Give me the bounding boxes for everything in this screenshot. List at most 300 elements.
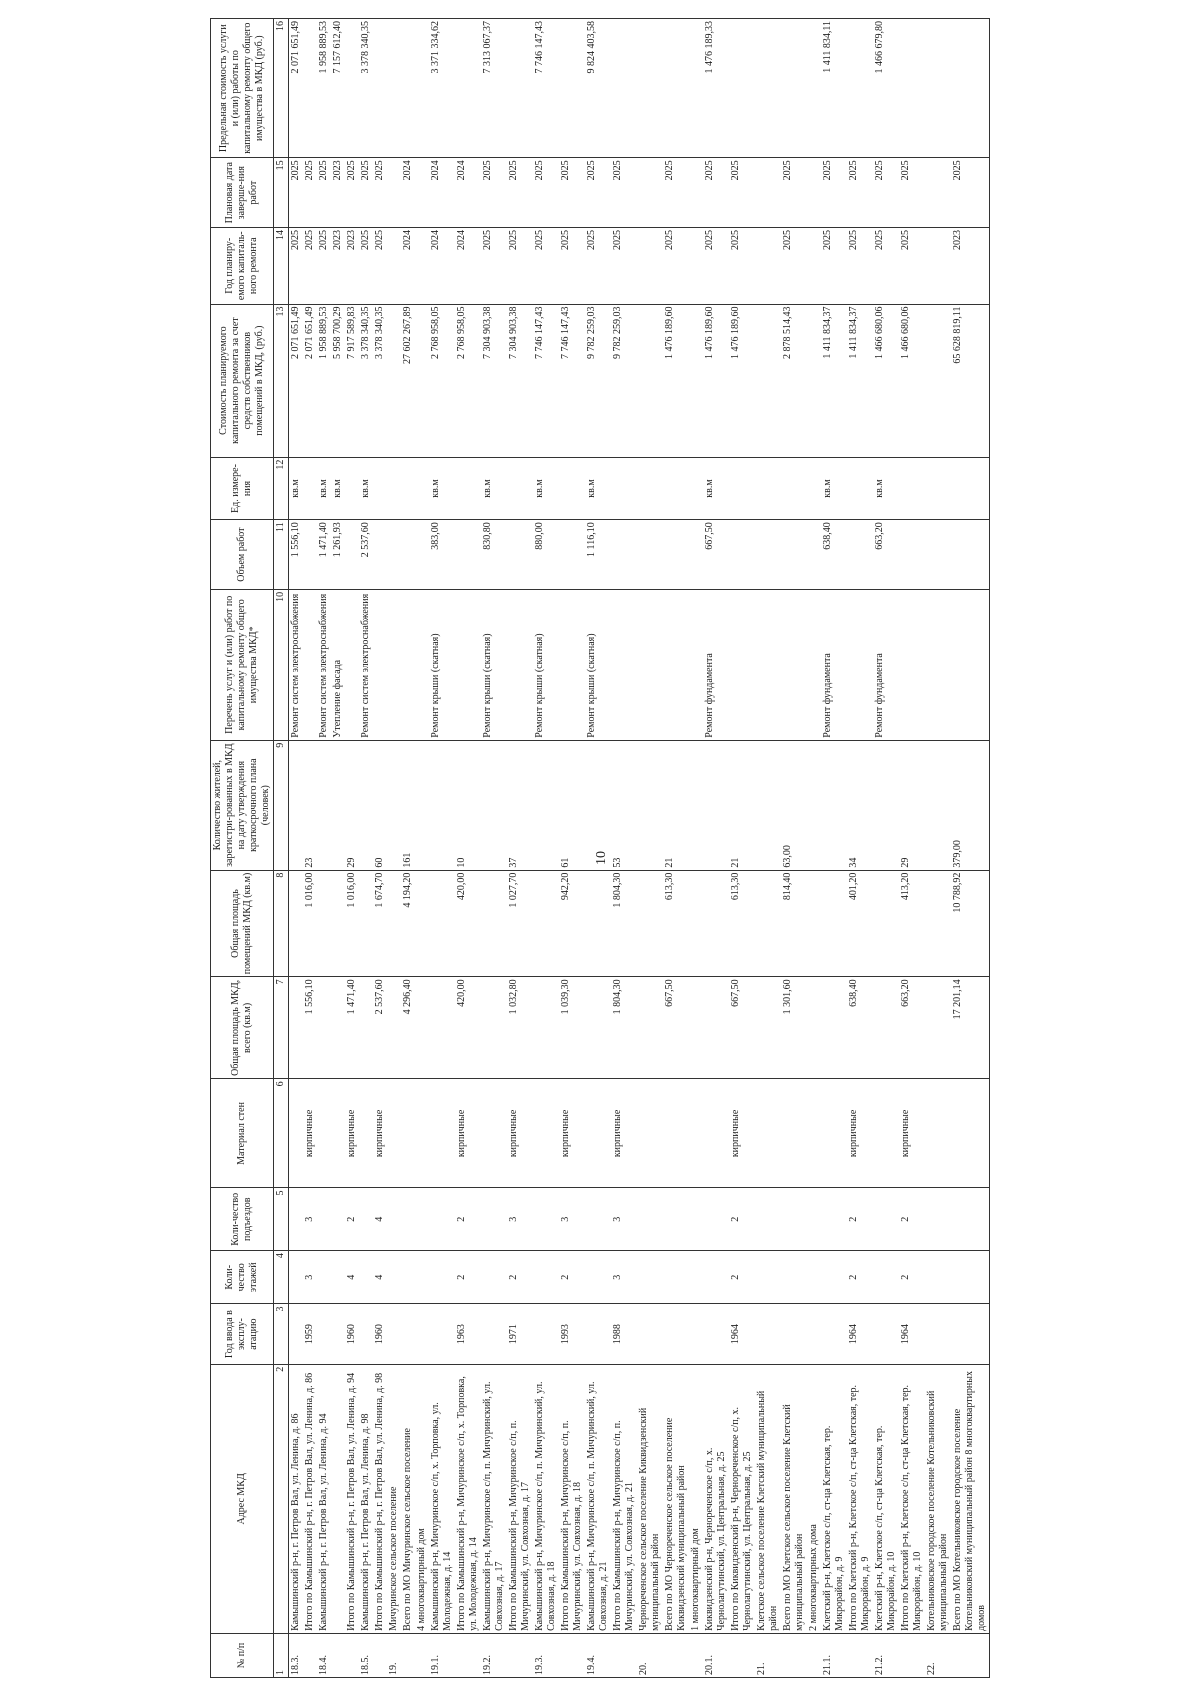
cell-walls xyxy=(689,1079,703,1188)
column-number: 13 xyxy=(274,304,289,457)
cell-limit: 1 958 889,53 xyxy=(317,19,331,158)
cell-end: 2025 xyxy=(533,158,559,228)
cell-entr xyxy=(401,1188,415,1251)
cell-area: 1 471,40 xyxy=(345,977,359,1079)
cell-entr xyxy=(637,1188,663,1251)
cell-no xyxy=(455,1633,481,1677)
cell-works: Ремонт систем электроснабжения xyxy=(359,589,373,740)
table-row xyxy=(533,19,559,1678)
cell-entr xyxy=(821,1188,847,1251)
cell-unit: кв.м xyxy=(331,457,345,520)
cell-end: 2024 xyxy=(429,158,455,228)
cell-area: 667,50 xyxy=(663,977,689,1079)
cell-walls xyxy=(533,1079,559,1188)
cell-limit xyxy=(455,19,481,158)
cell-area-p xyxy=(925,870,951,977)
cell-works xyxy=(401,589,415,740)
cell-works: Ремонт фундамента xyxy=(703,589,729,740)
cell-area-p xyxy=(585,870,611,977)
cell-area xyxy=(703,977,729,1079)
cell-works xyxy=(507,589,533,740)
cell-volume: 880,00 xyxy=(533,520,559,590)
table-row xyxy=(415,19,429,1678)
cell-volume xyxy=(781,520,807,590)
column-header-6: Материал стен xyxy=(211,1079,274,1188)
cell-cost: 7 746 147,43 xyxy=(559,304,585,457)
cell-limit: 1 411 834,11 xyxy=(821,19,847,158)
cell-works xyxy=(689,589,703,740)
cell-area-p: 1 674,70 xyxy=(373,870,387,977)
cell-entr: 2 xyxy=(847,1188,873,1251)
cell-cost xyxy=(755,304,781,457)
cell-works: Ремонт систем электроснабжения xyxy=(317,589,331,740)
cell-limit xyxy=(925,19,951,158)
cell-year xyxy=(481,1304,507,1364)
cell-floors xyxy=(925,1251,951,1304)
cell-end: 2025 xyxy=(873,158,899,228)
cell-area xyxy=(331,977,345,1079)
cell-works xyxy=(729,589,755,740)
cell-floors: 2 xyxy=(455,1251,481,1304)
cell-plan-year: 2024 xyxy=(429,227,455,304)
cell-volume xyxy=(755,520,781,590)
cell-end: 2023 xyxy=(331,158,345,228)
column-header-8: Общая площадь помещений МКД (кв.м) xyxy=(211,870,274,977)
cell-volume xyxy=(611,520,637,590)
column-number: 16 xyxy=(274,19,289,158)
cell-addr: Итого по Камышинский р-н, г. Петров Вал, ул. Ленина, д. 94 xyxy=(345,1364,359,1633)
column-number-row xyxy=(274,19,289,1678)
cell-works xyxy=(387,589,401,740)
cell-addr: Чернореченское сельское поселение Киквидзенский муниципальный район xyxy=(637,1364,663,1633)
cell-area-p xyxy=(637,870,663,977)
cell-year: 1993 xyxy=(559,1304,585,1364)
cell-entr: 2 xyxy=(729,1188,755,1251)
cell-no: 18.3. xyxy=(289,1633,304,1677)
cell-floors: 2 xyxy=(507,1251,533,1304)
cell-plan-year: 2025 xyxy=(303,227,317,304)
cell-unit xyxy=(729,457,755,520)
cell-year: 1971 xyxy=(507,1304,533,1364)
cell-floors: 2 xyxy=(729,1251,755,1304)
cell-end: 2025 xyxy=(345,158,359,228)
table-row xyxy=(303,19,317,1678)
cell-area xyxy=(289,977,304,1079)
table-row xyxy=(807,19,821,1678)
cell-addr: Клетский р-н, Клетское с/п, ст-ца Клетская, тер. Микрорайон, д. 10 xyxy=(873,1364,899,1633)
cell-floors: 4 xyxy=(373,1251,387,1304)
cell-people xyxy=(387,740,401,870)
cell-area-p xyxy=(317,870,331,977)
cell-limit xyxy=(755,19,781,158)
cell-unit xyxy=(401,457,415,520)
cell-volume xyxy=(847,520,873,590)
cell-cost: 1 958 889,53 xyxy=(317,304,331,457)
cell-volume: 383,00 xyxy=(429,520,455,590)
cell-year: 1963 xyxy=(455,1304,481,1364)
cell-people xyxy=(689,740,703,870)
cell-no: 21.1. xyxy=(821,1633,847,1677)
cell-plan-year: 2025 xyxy=(663,227,689,304)
cell-area: 1 032,80 xyxy=(507,977,533,1079)
cell-volume: 1 556,10 xyxy=(289,520,304,590)
cell-walls xyxy=(637,1079,663,1188)
cell-entr xyxy=(289,1188,304,1251)
cell-people: 161 xyxy=(401,740,415,870)
cell-cost: 3 378 340,35 xyxy=(373,304,387,457)
cell-end: 2025 xyxy=(703,158,729,228)
cell-floors xyxy=(585,1251,611,1304)
cell-cost xyxy=(807,304,821,457)
cell-unit xyxy=(689,457,703,520)
cell-end: 2025 xyxy=(781,158,807,228)
column-header-15: Плановая дата заверше-ния работ xyxy=(211,158,274,228)
cell-unit xyxy=(345,457,359,520)
cell-addr: Камышинский р-н, Мичуринское с/п, п. Мичуринский, ул. Совхозная, д. 17 xyxy=(481,1364,507,1633)
cell-plan-year: 2025 xyxy=(873,227,899,304)
cell-unit: кв.м xyxy=(873,457,899,520)
cell-limit xyxy=(951,19,990,158)
cell-end: 2025 xyxy=(821,158,847,228)
cell-cost: 7 304 903,38 xyxy=(507,304,533,457)
cell-end: 2025 xyxy=(585,158,611,228)
cell-people xyxy=(415,740,429,870)
column-header-13: Стоимость планируемого капитального ремонта за счет средств собственников помещений в МКД, (руб.) xyxy=(211,304,274,457)
column-number: 5 xyxy=(274,1188,289,1251)
cell-addr: Камышинский р-н, Мичуринское с/п, х. Торповка, ул. Молодежная, д. 14 xyxy=(429,1364,455,1633)
cell-area-p xyxy=(387,870,401,977)
cell-year xyxy=(925,1304,951,1364)
cell-people: 29 xyxy=(345,740,359,870)
cell-limit xyxy=(899,19,925,158)
cell-addr: 2 многоквартирных дома xyxy=(807,1364,821,1633)
cell-cost: 9 782 259,03 xyxy=(611,304,637,457)
cell-area-p xyxy=(289,870,304,977)
cell-addr: 4 многоквартирный дом xyxy=(415,1364,429,1633)
cell-end: 2025 xyxy=(303,158,317,228)
column-header-16: Предельная стоимость услуги и (или) работы по капитальному ремонту общего имущества в МКД (руб.) xyxy=(211,19,274,158)
cell-entr: 3 xyxy=(611,1188,637,1251)
cell-area: 17 201,14 xyxy=(951,977,990,1079)
cell-year xyxy=(873,1304,899,1364)
cell-area xyxy=(481,977,507,1079)
cell-people xyxy=(481,740,507,870)
cell-cost: 1 466 680,06 xyxy=(899,304,925,457)
cell-end: 2025 xyxy=(951,158,990,228)
cell-people xyxy=(807,740,821,870)
cell-area-p xyxy=(873,870,899,977)
cell-people xyxy=(925,740,951,870)
cell-no xyxy=(807,1633,821,1677)
cell-entr xyxy=(873,1188,899,1251)
cell-entr xyxy=(781,1188,807,1251)
cell-area-p: 1 027,70 xyxy=(507,870,533,977)
cell-addr: 1 многоквартирный дом xyxy=(689,1364,703,1633)
cell-works xyxy=(951,589,990,740)
cell-walls xyxy=(703,1079,729,1188)
cell-limit: 2 071 651,49 xyxy=(289,19,304,158)
document-sheet xyxy=(210,18,990,1678)
cell-floors: 3 xyxy=(303,1251,317,1304)
table-row xyxy=(359,19,373,1678)
cell-volume xyxy=(559,520,585,590)
cell-addr: Клетский р-н, Клетское с/п, ст-ца Клетская, тер. Микрорайон, д. 9 xyxy=(821,1364,847,1633)
cell-no: 19.3. xyxy=(533,1633,559,1677)
cell-walls: кирпичные xyxy=(373,1079,387,1188)
table-row xyxy=(821,19,847,1678)
cell-end xyxy=(637,158,663,228)
cell-addr: Итого по Клетский р-н, Клетское с/п, ст-ца Клетская, тер. Микрорайон, д. 9 xyxy=(847,1364,873,1633)
cell-entr xyxy=(663,1188,689,1251)
cell-walls xyxy=(415,1079,429,1188)
cell-limit xyxy=(559,19,585,158)
cell-unit xyxy=(847,457,873,520)
column-number: 11 xyxy=(274,520,289,590)
cell-floors xyxy=(331,1251,345,1304)
cell-people: 21 xyxy=(729,740,755,870)
cell-addr: Итого по Камышинский р-н, Мичуринское с/п, х. Торповка, ул. Молодежная, д. 14 xyxy=(455,1364,481,1633)
cell-year: 1964 xyxy=(899,1304,925,1364)
cell-end: 2025 xyxy=(847,158,873,228)
cell-plan-year: 2025 xyxy=(317,227,331,304)
cell-people: 23 xyxy=(303,740,317,870)
cell-limit: 3 371 334,62 xyxy=(429,19,455,158)
cell-no xyxy=(663,1633,689,1677)
cell-area-p xyxy=(481,870,507,977)
cell-no xyxy=(507,1633,533,1677)
cell-volume xyxy=(925,520,951,590)
cell-area xyxy=(359,977,373,1079)
table-row xyxy=(729,19,755,1678)
cell-works: Ремонт крыши (скатная) xyxy=(533,589,559,740)
cell-works xyxy=(637,589,663,740)
cell-unit xyxy=(925,457,951,520)
cell-volume xyxy=(455,520,481,590)
cell-unit: кв.м xyxy=(289,457,304,520)
table-row xyxy=(663,19,689,1678)
cell-entr xyxy=(387,1188,401,1251)
cell-addr: Камышинский р-н, г. Петров Вал, ул. Ленина, д. 86 xyxy=(289,1364,304,1633)
cell-addr: Итого по Камышинский р-н, г. Петров Вал, ул. Ленина, д. 98 xyxy=(373,1364,387,1633)
cell-plan-year: 2025 xyxy=(559,227,585,304)
cell-plan-year: 2023 xyxy=(345,227,359,304)
cell-limit xyxy=(663,19,689,158)
cell-floors xyxy=(387,1251,401,1304)
cell-plan-year: 2025 xyxy=(373,227,387,304)
cell-works xyxy=(899,589,925,740)
cell-end xyxy=(925,158,951,228)
cell-end: 2025 xyxy=(317,158,331,228)
table-body xyxy=(274,19,990,1678)
cell-plan-year: 2025 xyxy=(729,227,755,304)
cell-addr: Камышинский р-н, г. Петров Вал, ул. Ленина, д. 94 xyxy=(317,1364,331,1633)
cell-unit xyxy=(415,457,429,520)
cell-works: Ремонт фундамента xyxy=(821,589,847,740)
cell-cost: 2 071 651,49 xyxy=(289,304,304,457)
cell-walls xyxy=(663,1079,689,1188)
cell-walls xyxy=(429,1079,455,1188)
cell-cost: 2 878 514,43 xyxy=(781,304,807,457)
cell-limit xyxy=(847,19,873,158)
cell-limit xyxy=(637,19,663,158)
cell-works: Ремонт систем электроснабжения xyxy=(289,589,304,740)
cell-limit: 7 313 067,37 xyxy=(481,19,507,158)
cell-cost: 1 476 189,60 xyxy=(663,304,689,457)
cell-end: 2025 xyxy=(289,158,304,228)
cell-works: Ремонт крыши (скатная) xyxy=(429,589,455,740)
cell-no: 21.2. xyxy=(873,1633,899,1677)
cell-end: 2025 xyxy=(559,158,585,228)
cell-area xyxy=(821,977,847,1079)
cell-year xyxy=(663,1304,689,1364)
cell-people xyxy=(429,740,455,870)
cell-walls: кирпичные xyxy=(899,1079,925,1188)
cell-floors xyxy=(289,1251,304,1304)
cell-unit: кв.м xyxy=(585,457,611,520)
cell-end xyxy=(689,158,703,228)
cell-floors xyxy=(781,1251,807,1304)
cell-cost: 1 466 680,06 xyxy=(873,304,899,457)
cell-limit xyxy=(401,19,415,158)
cell-year: 1960 xyxy=(373,1304,387,1364)
cell-floors xyxy=(359,1251,373,1304)
cell-area-p xyxy=(415,870,429,977)
table-row xyxy=(925,19,951,1678)
cell-year: 1959 xyxy=(303,1304,317,1364)
cell-limit: 3 378 340,35 xyxy=(359,19,373,158)
cell-area-p xyxy=(703,870,729,977)
cell-works xyxy=(847,589,873,740)
table-row xyxy=(585,19,611,1678)
cell-floors xyxy=(317,1251,331,1304)
cell-walls: кирпичные xyxy=(303,1079,317,1188)
cell-unit xyxy=(559,457,585,520)
table-row xyxy=(689,19,703,1678)
cell-walls xyxy=(873,1079,899,1188)
cell-cost: 2 071 651,49 xyxy=(303,304,317,457)
cell-entr xyxy=(755,1188,781,1251)
cell-walls xyxy=(387,1079,401,1188)
cell-area-p: 413,20 xyxy=(899,870,925,977)
cell-volume: 1 261,93 xyxy=(331,520,345,590)
cell-works xyxy=(663,589,689,740)
cell-year: 1960 xyxy=(345,1304,359,1364)
cell-floors xyxy=(637,1251,663,1304)
cell-cost xyxy=(925,304,951,457)
cell-people: 53 xyxy=(611,740,637,870)
cell-people: 21 xyxy=(663,740,689,870)
cell-limit xyxy=(373,19,387,158)
cell-volume xyxy=(507,520,533,590)
cell-no: 19.1. xyxy=(429,1633,455,1677)
column-number: 15 xyxy=(274,158,289,228)
cell-works xyxy=(373,589,387,740)
cell-cost: 65 628 819,11 xyxy=(951,304,990,457)
cell-works xyxy=(807,589,821,740)
cell-volume xyxy=(415,520,429,590)
cell-walls xyxy=(821,1079,847,1188)
cell-limit: 9 824 403,58 xyxy=(585,19,611,158)
cell-no xyxy=(611,1633,637,1677)
cell-area-p: 420,00 xyxy=(455,870,481,977)
table-row xyxy=(611,19,637,1678)
cell-works xyxy=(611,589,637,740)
cell-people: 61 xyxy=(559,740,585,870)
cell-no: 19. xyxy=(387,1633,401,1677)
page-number: 10 xyxy=(594,851,609,865)
cell-no xyxy=(345,1633,359,1677)
cell-works xyxy=(455,589,481,740)
column-header-12: Ед. измере-ния xyxy=(211,457,274,520)
column-header-3: Год ввода в эксплу-атацию xyxy=(211,1304,274,1364)
cell-floors: 2 xyxy=(847,1251,873,1304)
cell-limit xyxy=(781,19,807,158)
cell-area-p xyxy=(689,870,703,977)
cell-walls: кирпичные xyxy=(611,1079,637,1188)
column-number: 7 xyxy=(274,977,289,1079)
cell-no: 19.4. xyxy=(585,1633,611,1677)
cell-no: 20.1. xyxy=(703,1633,729,1677)
cell-floors xyxy=(873,1251,899,1304)
cell-floors: 2 xyxy=(559,1251,585,1304)
cell-area xyxy=(873,977,899,1079)
table-row xyxy=(387,19,401,1678)
column-number: 6 xyxy=(274,1079,289,1188)
cell-area xyxy=(415,977,429,1079)
cell-entr xyxy=(807,1188,821,1251)
cell-year xyxy=(533,1304,559,1364)
cell-plan-year xyxy=(387,227,401,304)
cell-year xyxy=(755,1304,781,1364)
cell-people: 34 xyxy=(847,740,873,870)
cell-unit xyxy=(637,457,663,520)
cell-area xyxy=(585,977,611,1079)
cell-walls xyxy=(755,1079,781,1188)
cell-floors: 4 xyxy=(345,1251,359,1304)
cell-people: 37 xyxy=(507,740,533,870)
cell-plan-year: 2025 xyxy=(821,227,847,304)
cell-limit: 1 476 189,33 xyxy=(703,19,729,158)
cell-addr: Всего по МО Мичуринское сельское поселение xyxy=(401,1364,415,1633)
table-row xyxy=(373,19,387,1678)
cell-floors xyxy=(429,1251,455,1304)
cell-cost: 1 411 834,37 xyxy=(847,304,873,457)
cell-floors xyxy=(481,1251,507,1304)
cell-unit xyxy=(807,457,821,520)
cell-no xyxy=(559,1633,585,1677)
column-number: 4 xyxy=(274,1251,289,1304)
column-number: 14 xyxy=(274,227,289,304)
cell-volume xyxy=(807,520,821,590)
cell-area: 1 039,30 xyxy=(559,977,585,1079)
cell-people xyxy=(585,740,611,870)
table-row xyxy=(481,19,507,1678)
cell-walls: кирпичные xyxy=(507,1079,533,1188)
cell-walls xyxy=(781,1079,807,1188)
table-row xyxy=(317,19,331,1678)
cell-works xyxy=(303,589,317,740)
cell-area-p: 10 788,92 xyxy=(951,870,990,977)
cell-walls: кирпичные xyxy=(345,1079,359,1188)
cell-end xyxy=(755,158,781,228)
column-header-10: Перечень услуг и (или) работ по капитальному ремонту общего имущества МКД* xyxy=(211,589,274,740)
cell-addr: Камышинский р-н, г. Петров Вал, ул. Ленина, д. 98 xyxy=(359,1364,373,1633)
cell-plan-year: 2025 xyxy=(611,227,637,304)
cell-plan-year: 2025 xyxy=(359,227,373,304)
cell-people: 63,00 xyxy=(781,740,807,870)
cell-plan-year xyxy=(637,227,663,304)
cell-area: 1 301,60 xyxy=(781,977,807,1079)
